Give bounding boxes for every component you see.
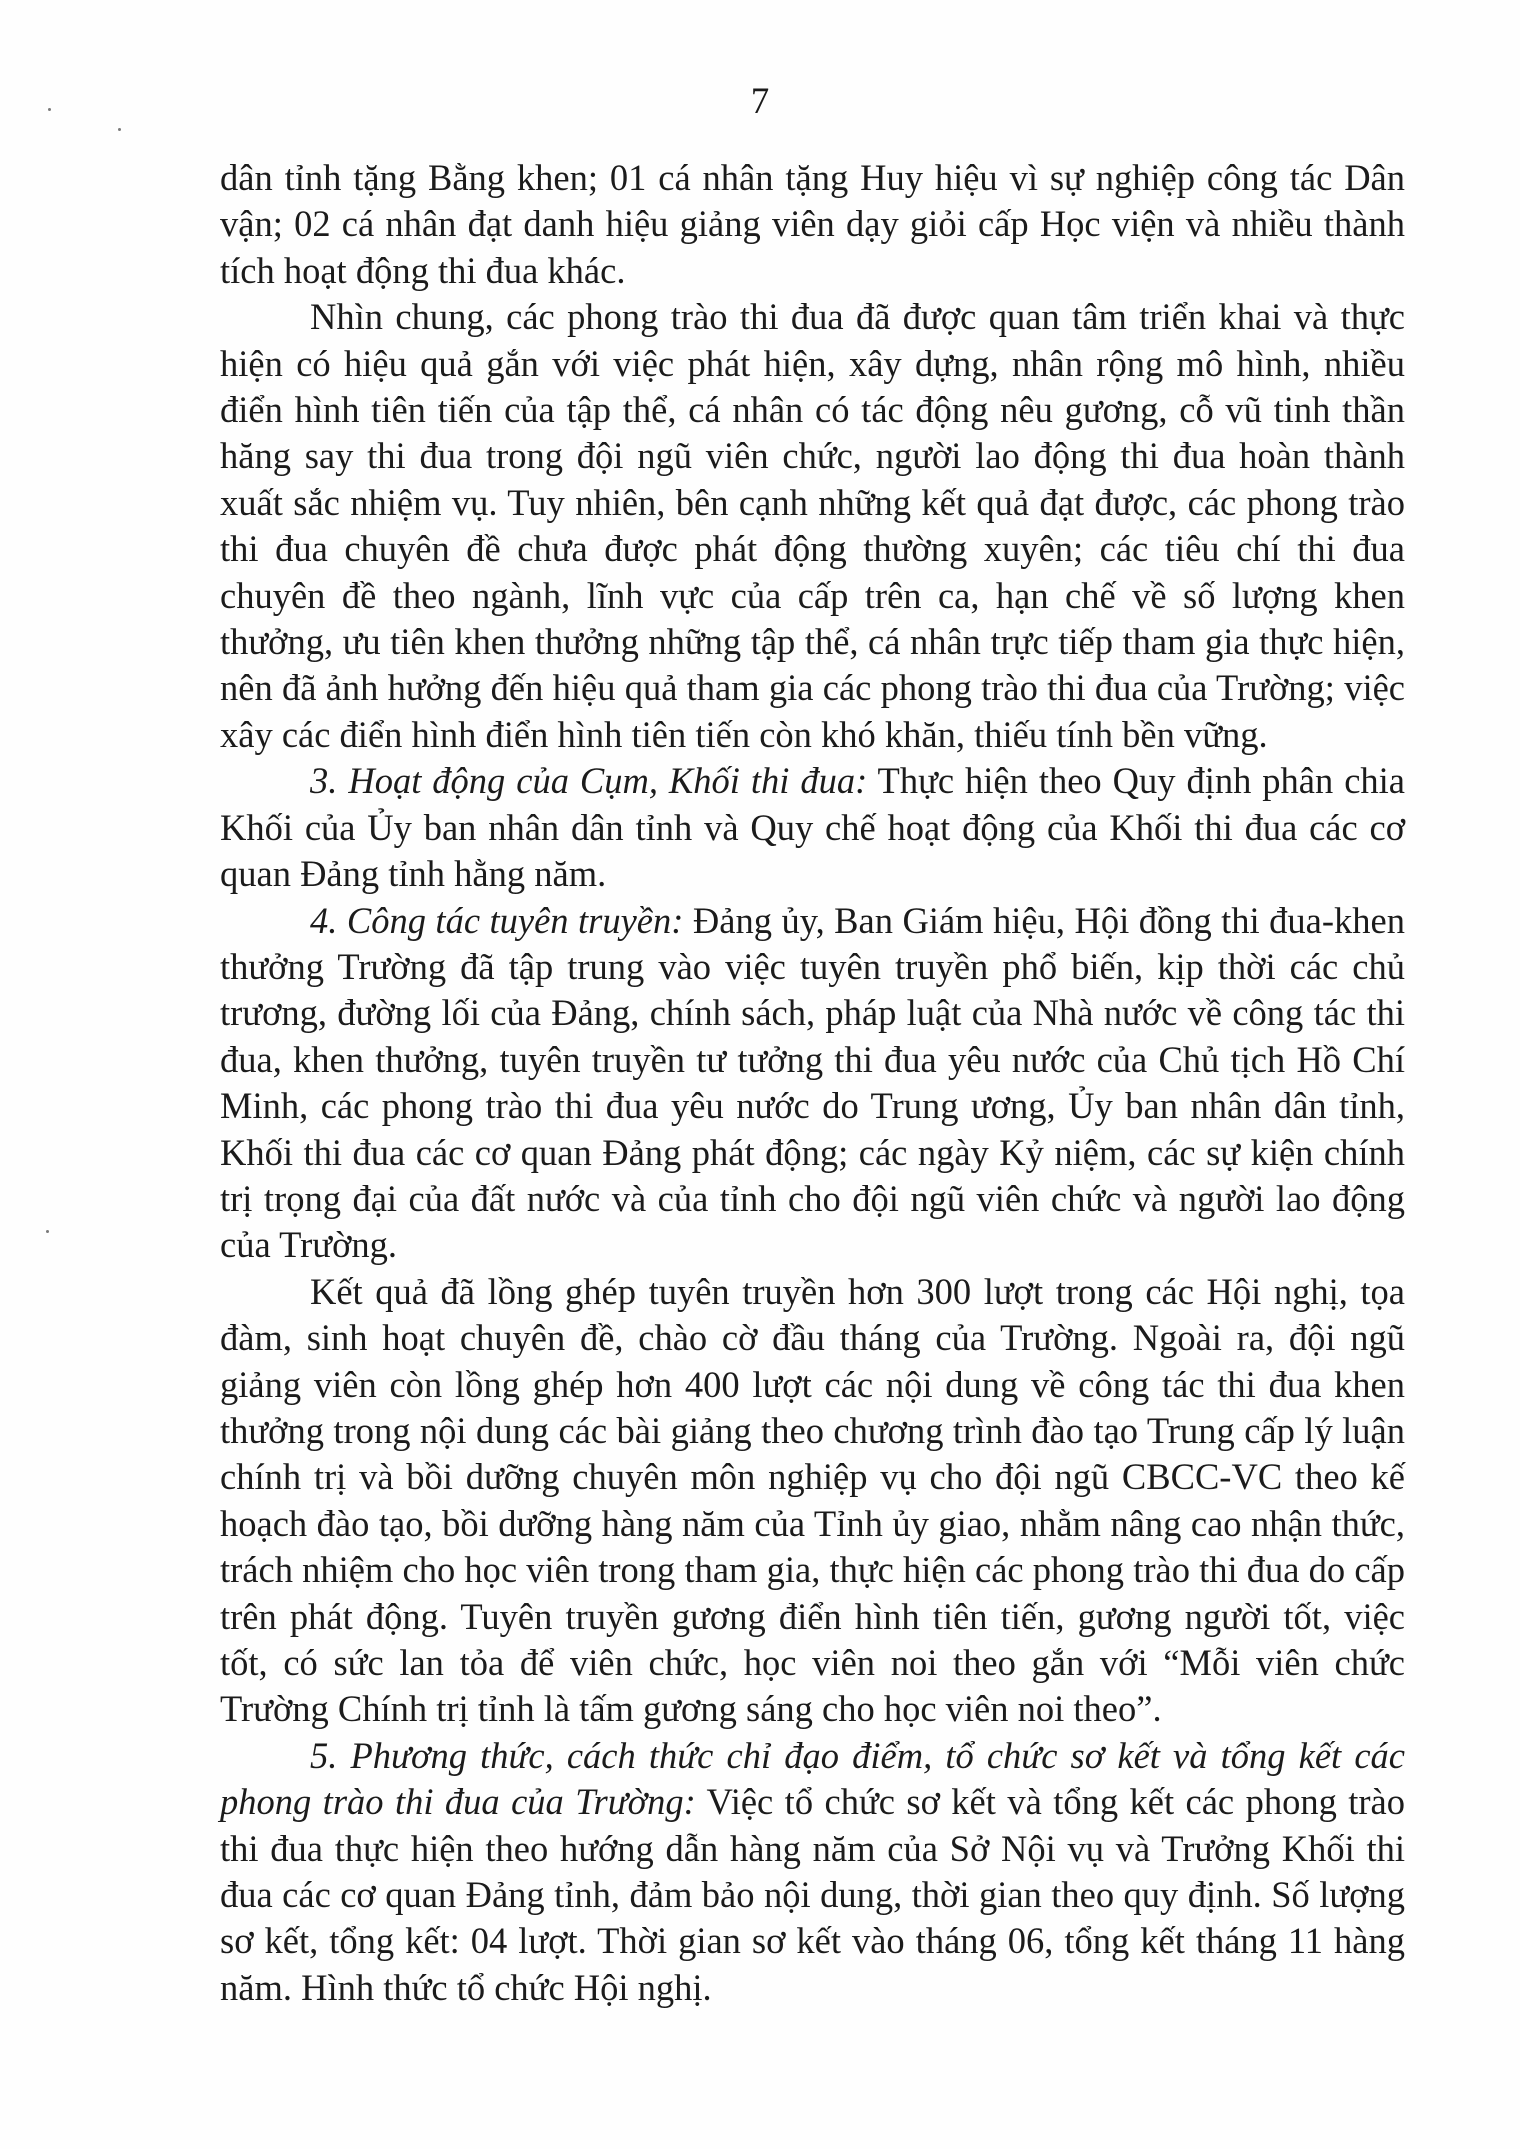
paragraph-2 [220,294,1405,758]
section-heading: 4. Công tác tuyên truyền: [310,899,684,941]
paragraph-4 [220,898,1405,1269]
scan-speck [46,1230,49,1233]
section-heading: 3. Hoạt động của Cụm, Khối thi đua: [310,760,868,802]
paragraph-text: Thực hiện theo Quy định phân chia Khối của Ủy ban nhân dân tỉnh và Quy chế hoạt động của Khối thi đua các cơ quan Đảng tỉnh hằng năm. [220,760,1405,895]
scan-speck [118,128,121,131]
paragraph-3 [220,758,1405,897]
document-body [220,155,1405,2011]
page-number: 7 [750,81,770,122]
paragraph-text: dân tỉnh tặng Bằng khen; 01 cá nhân tặng Huy hiệu vì sự nghiệp công tác Dân vận; 02 cá nhân đạt danh hiệu giảng viên dạy giỏi cấp Học viện và nhiều thành tích hoạt động thi đua khác. [220,157,1405,291]
paragraph-text: Nhìn chung, các phong trào thi đua đã được quan tâm triển khai và thực hiện có hiệu quả gắn với việc phát hiện, xây dựng, nhân rộng mô hình, nhiều điển hình tiên tiến của tập thể, cá nhân có tác động nêu gương, cỗ vũ tinh thần hăng say thi đua trong đội ngũ viên chức, người lao động thi đua hoàn thành xuất sắc nhiệm vụ. Tuy nhiên, bên cạnh những kết quả đạt được, các phong trào thi đua chuyên đề chưa được phát động thường xuyên; các tiêu chí thi đua chuyên đề theo ngành, lĩnh vực của cấp trên ca, hạn chế về số lượng khen thưởng, ưu tiên khen thưởng những tập thể, cá nhân trực tiếp tham gia thực hiện, nên đã ảnh hưởng đến hiệu quả tham gia các phong trào thi đua của Trường; việc xây các điển hình điển hình tiên tiến còn khó khăn, thiếu tính bền vững. [220,296,1405,755]
paragraph-text: Đảng ủy, Ban Giám hiệu, Hội đồng thi đua-khen thưởng Trường đã tập trung vào việc tuyên truyền phổ biến, kịp thời các chủ trương, đường lối của Đảng, chính sách, pháp luật của Nhà nước về công tác thi đua, khen thưởng, tuyên truyền tư tưởng thi đua yêu nước của Chủ tịch Hồ Chí Minh, các phong trào thi đua yêu nước do Trung ương, Ủy ban nhân dân tỉnh, Khối thi đua các cơ quan Đảng phát động; các ngày Kỷ niệm, các sự kiện chính trị trọng đại của đất nước và của tỉnh cho đội ngũ viên chức và người lao động của Trường. [220,899,1405,1266]
paragraph-text: Kết quả đã lồng ghép tuyên truyền hơn 300 lượt trong các Hội nghị, tọa đàm, sinh hoạt chuyên đề, chào cờ đầu tháng của Trường. Ngoài ra, đội ngũ giảng viên còn lồng ghép hơn 400 lượt các nội dung về công tác thi đua khen thưởng trong nội dung các bài giảng theo chương trình đào tạo Trung cấp lý luận chính trị và bồi dưỡng chuyên môn nghiệp vụ cho đội ngũ CBCC-VC theo kế hoạch đào tạo, bồi dưỡng hàng năm của Tỉnh ủy giao, nhằm nâng cao nhận thức, trách nhiệm cho học viên trong tham gia, thực hiện các phong trào thi đua do cấp trên phát động. Tuyên truyền gương điển hình tiên tiến, gương người tốt, việc tốt, có sức lan tỏa để viên chức, học viên noi theo gắn với “Mỗi viên chức Trường Chính trị tỉnh là tấm gương sáng cho học viên noi theo”. [220,1270,1405,1730]
section-heading: 5. Phương thức, cách thức chỉ đạo điểm, tổ chức sơ kết và tổng kết các phong trào thi đua của Trường: [220,1734,1405,1823]
paragraph-1 [220,155,1405,294]
paragraph-5 [220,1269,1405,1733]
paragraph-6 [220,1733,1405,2011]
paragraph-text: Việc tổ chức sơ kết và tổng kết các phong trào thi đua thực hiện theo hướng dẫn hàng năm của Sở Nội vụ và Trưởng Khối thi đua các cơ quan Đảng tỉnh, đảm bảo nội dung, thời gian theo quy định. Số lượng sơ kết, tổng kết: 04 lượt. Thời gian sơ kết vào tháng 06, tổng kết tháng 11 hàng năm. Hình thức tổ chức Hội nghị. [220,1781,1405,2008]
